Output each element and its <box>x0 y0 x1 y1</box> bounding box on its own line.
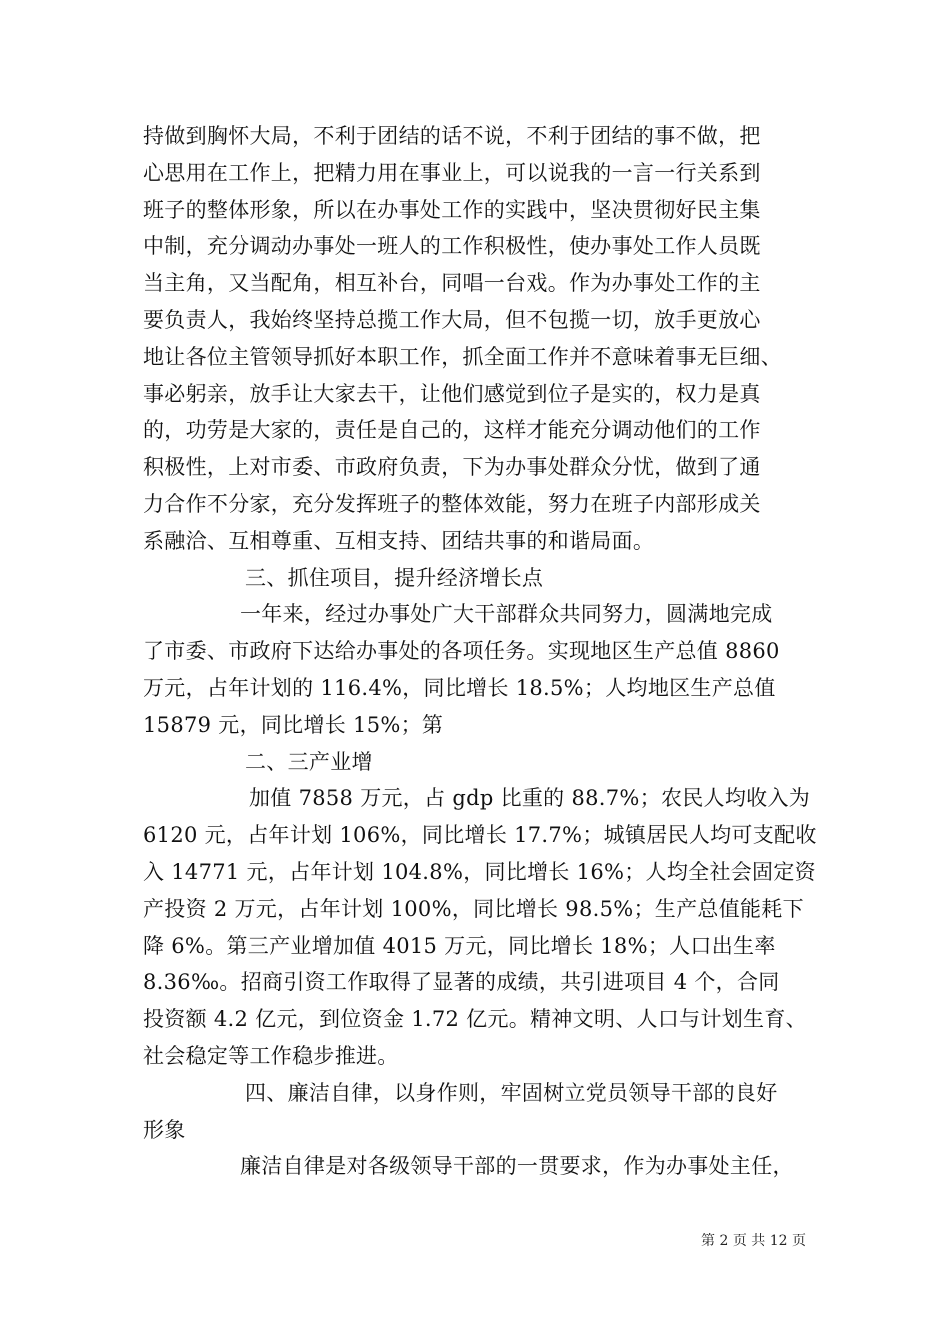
text-line: 产投资 2 万元，占年计划 100%，同比增长 98.5%；生产总值能耗下 <box>143 896 804 921</box>
text-line: 15879 元，同比增长 15%；第 <box>143 712 444 737</box>
text-line: 力合作不分家，充分发挥班子的整体效能，努力在班子内部形成关 <box>143 491 761 516</box>
body-text <box>143 118 828 1185</box>
text-line: 中制，充分调动办事处一班人的工作积极性，使办事处工作人员既 <box>143 234 761 259</box>
text-line: 8.36‰。招商引资工作取得了显著的成绩，共引进项目 4 个，合同 <box>143 970 780 995</box>
paragraph-start: 加值 7858 万元，占 gdp 比重的 88.7%；农民人均收入为 <box>249 786 811 811</box>
section-fragment: 二、三产业增 <box>245 749 373 774</box>
text-line: 万元，占年计划的 116.4%，同比增长 18.5%；人均地区生产总值 <box>143 675 776 700</box>
text-line: 系融洽、互相尊重、互相支持、团结共事的和谐局面。 <box>143 528 655 553</box>
text-line: 持做到胸怀大局，不利于团结的话不说，不利于团结的事不做，把 <box>143 124 761 148</box>
section-heading: 四、廉洁自律，以身作则，牢固树立党员领导干部的良好 <box>245 1080 778 1105</box>
section-heading: 三、抓住项目，提升经济增长点 <box>245 565 544 590</box>
text-line: 心思用在工作上，把精力用在事业上，可以说我的一言一行关系到 <box>143 160 761 185</box>
text-line: 当主角，又当配角，相互补台，同唱一台戏。作为办事处工作的主 <box>143 271 761 296</box>
text-line: 要负责人，我始终坚持总揽工作大局，但不包揽一切，放手更放心 <box>143 307 761 332</box>
text-line: 入 14771 元，占年计划 104.8%，同比增长 16%；人均全社会固定资 <box>143 859 816 884</box>
text-line: 了市委、市政府下达给办事处的各项任务。实现地区生产总值 8860 <box>143 639 780 664</box>
text-line: 积极性，上对市委、市政府负责，下为办事处群众分忧，做到了通 <box>143 455 761 480</box>
page-number: 第 2 页 共 12 页 <box>701 1233 806 1249</box>
text-line: 事必躬亲，放手让大家去干，让他们感觉到位子是实的，权力是真 <box>143 381 761 406</box>
text-line: 地让各位主管领导抓好本职工作，抓全面工作并不意味着事无巨细、 <box>143 344 782 369</box>
paragraph-start: 一年来，经过办事处广大干部群众共同努力，圆满地完成 <box>240 602 773 627</box>
paragraph-start: 廉洁自律是对各级领导干部的一贯要求，作为办事处主任， <box>240 1154 794 1179</box>
text-line: 的，功劳是大家的，责任是自己的，这样才能充分调动他们的工作 <box>143 418 761 443</box>
text-line: 社会稳定等工作稳步推进。 <box>143 1043 399 1068</box>
section-heading-continuation: 形象 <box>143 1117 186 1142</box>
text-line: 降 6%。第三产业增加值 4015 万元，同比增长 18%；人口出生率 <box>143 933 776 958</box>
text-line: 6120 元，占年计划 106%，同比增长 17.7%；城镇居民人均可支配收 <box>143 823 817 848</box>
text-line: 投资额 4.2 亿元，到位资金 1.72 亿元。精神文明、人口与计划生育、 <box>143 1007 807 1032</box>
text-line: 班子的整体形象，所以在办事处工作的实践中，坚决贯彻好民主集 <box>143 197 761 222</box>
